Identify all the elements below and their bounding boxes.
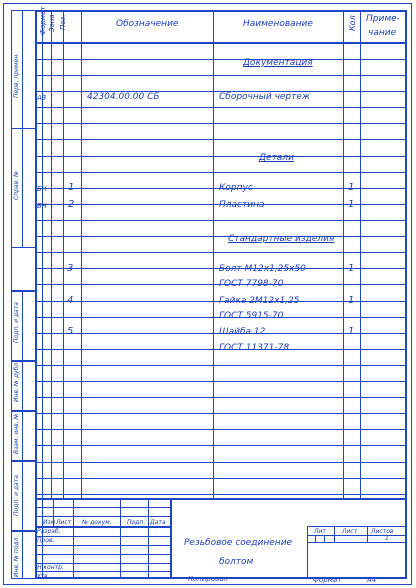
document-title-line2: болтом xyxy=(219,557,254,567)
col-line-designation xyxy=(81,10,82,498)
row-designation: 42304.00.00 СБ xyxy=(87,92,160,102)
header-note-line1: Приме- xyxy=(366,14,400,24)
tb-n-dokum: № докум. xyxy=(82,519,112,526)
row-qty: 1 xyxy=(348,326,355,337)
row-divider xyxy=(35,381,407,382)
row-divider xyxy=(35,413,407,414)
row-pos: 5 xyxy=(67,326,74,337)
margin-label-podp-data-2: Подп. и дата xyxy=(13,475,20,516)
footer-format-value: А4 xyxy=(367,576,377,584)
col-line-pos xyxy=(63,10,64,498)
header-name: Наименование xyxy=(243,19,313,29)
row-qty: 1 xyxy=(348,295,355,306)
row-name: ГОСТ 11371-78 xyxy=(219,343,290,353)
row-divider xyxy=(35,75,407,76)
row-divider xyxy=(35,156,407,157)
row-divider xyxy=(35,139,407,140)
row-divider xyxy=(35,445,407,446)
header-designation: Обозначение xyxy=(116,19,179,29)
header-format: Формат xyxy=(39,6,47,35)
margin-label-inv-dubl: Инв. № дубл. xyxy=(13,360,20,402)
col-line-qty xyxy=(343,10,344,498)
tb-utv: Утв. xyxy=(37,573,50,580)
tb-izm: Изм xyxy=(43,519,56,526)
col-line-format xyxy=(42,10,43,498)
row-divider xyxy=(35,172,407,173)
section-heading: Детали xyxy=(259,153,294,163)
row-name: Сборочный чертеж xyxy=(219,92,311,102)
tb-lit: Лит xyxy=(314,528,326,535)
tb-list: Лист xyxy=(56,519,72,526)
row-name: Пластина xyxy=(219,200,265,210)
row-name: ГОСТ 7798-70 xyxy=(219,279,284,289)
row-format: БЧ xyxy=(37,185,47,193)
row-divider xyxy=(35,107,407,108)
margin-label-vzam-inv: Взам. инв. № xyxy=(13,413,20,454)
header-qty: Кол xyxy=(348,15,357,31)
row-qty: 1 xyxy=(348,182,355,193)
row-qty: 1 xyxy=(348,263,355,274)
row-name: Гайка 2М12х1,25 xyxy=(219,296,300,306)
margin-label-podp-data-1: Подп. и дата xyxy=(13,302,20,343)
row-divider xyxy=(35,365,407,366)
row-pos: 1 xyxy=(68,182,75,193)
col-line-note xyxy=(360,10,361,498)
footer-kopiroval: Копировал xyxy=(188,575,228,583)
title-block-top-line xyxy=(35,498,407,500)
tb-data: Дата xyxy=(150,519,166,526)
row-divider xyxy=(35,494,407,495)
col-line-name xyxy=(213,10,214,498)
header-zone: Зона xyxy=(48,14,56,32)
row-qty: 1 xyxy=(348,199,355,210)
margin-label-inv-podl: Инв. № подл. xyxy=(13,535,20,577)
tb-n-kontr: Н.контр. xyxy=(37,564,64,571)
header-pos: Поз. xyxy=(59,14,67,30)
row-format: А3 xyxy=(37,94,47,102)
tb-list-col: Лист xyxy=(342,528,358,535)
row-divider xyxy=(35,429,407,430)
row-divider xyxy=(35,220,407,221)
margin-label-perv-primen: Перв. примен. xyxy=(13,52,20,98)
row-divider xyxy=(35,478,407,479)
tb-listov: Листов xyxy=(371,528,394,535)
tb-listov-value: 1 xyxy=(385,535,389,542)
row-pos: 4 xyxy=(67,295,74,306)
row-format: БЧ xyxy=(37,202,47,210)
tb-razrab: Разраб. xyxy=(37,528,61,535)
row-name: Шайба 12 xyxy=(219,327,266,337)
row-name: Болт М12х1,25х50 xyxy=(219,264,306,274)
tb-podp: Подп. xyxy=(127,519,146,526)
row-divider xyxy=(35,59,407,60)
row-divider xyxy=(35,462,407,463)
document-title-line1: Резьбовое соединение xyxy=(184,538,293,548)
header-note-line2: чание xyxy=(368,28,397,38)
footer-format-label: Формат xyxy=(313,576,342,584)
tb-prov: Пров. xyxy=(37,537,55,544)
row-pos: 3 xyxy=(67,263,74,274)
row-divider xyxy=(35,252,407,253)
section-heading: Документация xyxy=(243,58,313,68)
row-divider xyxy=(35,397,407,398)
row-name: ГОСТ 5915-70 xyxy=(219,311,284,321)
col-line-zone xyxy=(51,10,52,498)
row-divider xyxy=(35,123,407,124)
row-divider xyxy=(35,236,407,237)
row-name: Корпус xyxy=(219,183,253,193)
section-heading: Стандартные изделия xyxy=(228,234,335,244)
row-pos: 2 xyxy=(68,199,75,210)
margin-label-sprav-no: Справ. № xyxy=(13,170,20,200)
